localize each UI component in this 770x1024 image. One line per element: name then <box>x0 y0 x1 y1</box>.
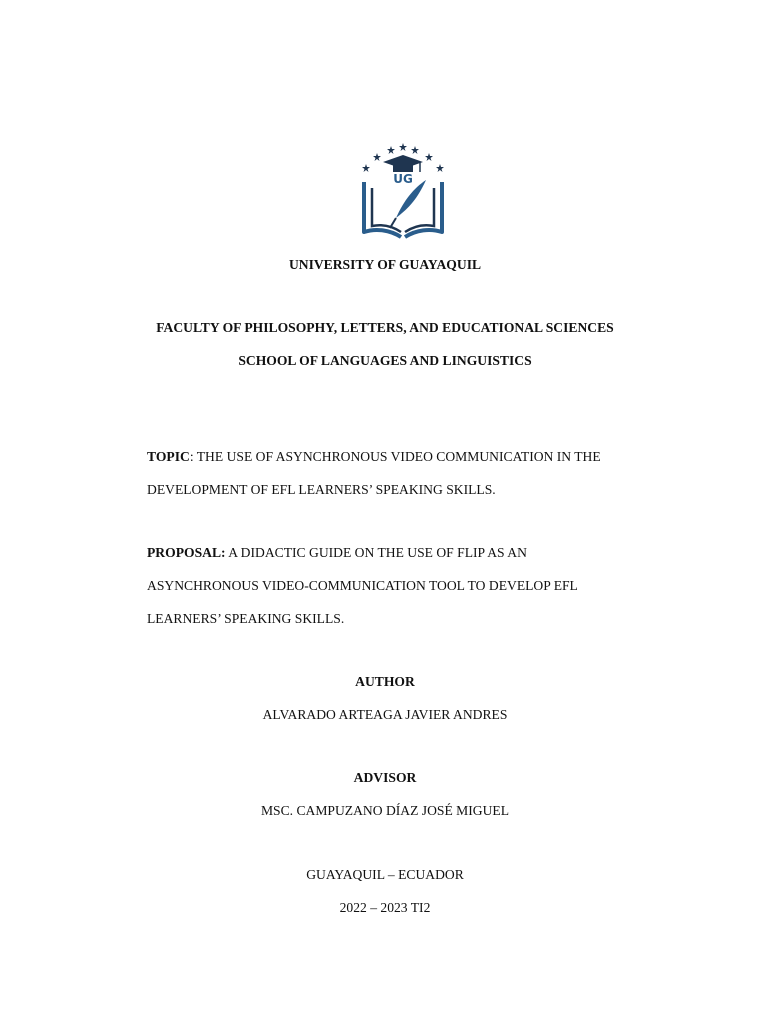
advisor-name: MSC. CAMPUZANO DÍAZ JOSÉ MIGUEL <box>260 803 510 818</box>
topic-label: TOPIC <box>147 449 190 464</box>
graduation-cap-icon <box>383 155 423 172</box>
academic-period: 2022 – 2023 TI2 <box>339 900 431 915</box>
faculty-name: FACULTY OF PHILOSOPHY, LETTERS, AND EDUCATIONAL SCIENCES <box>156 320 614 335</box>
author-heading: AUTHOR <box>355 674 415 689</box>
location: GUAYAQUIL – ECUADOR <box>306 867 464 882</box>
university-logo <box>356 140 450 242</box>
proposal-label: PROPOSAL: <box>147 545 226 560</box>
quill-feather-icon <box>390 180 426 228</box>
proposal-text: A DIDACTIC GUIDE ON THE USE OF FLIP AS AN <box>225 545 527 560</box>
svg-text:UG: UG <box>393 172 413 186</box>
university-name: UNIVERSITY OF GUAYAQUIL <box>288 257 482 272</box>
school-name: SCHOOL OF LANGUAGES AND LINGUISTICS <box>238 353 532 368</box>
topic-line-1 <box>147 449 601 465</box>
author-name: ALVARADO ARTEAGA JAVIER ANDRES <box>262 707 508 722</box>
topic-line-2: DEVELOPMENT OF EFL LEARNERS’ SPEAKING SKILLS. <box>147 482 496 497</box>
advisor-heading: ADVISOR <box>353 770 417 785</box>
proposal-line-3: LEARNERS’ SPEAKING SKILLS. <box>147 611 345 626</box>
topic-text: : THE USE OF ASYNCHRONOUS VIDEO COMMUNICATION IN THE <box>189 449 601 464</box>
proposal-line-2: ASYNCHRONOUS VIDEO-COMMUNICATION TOOL TO DEVELOP EFL <box>147 578 578 593</box>
proposal-line-1 <box>147 545 527 561</box>
